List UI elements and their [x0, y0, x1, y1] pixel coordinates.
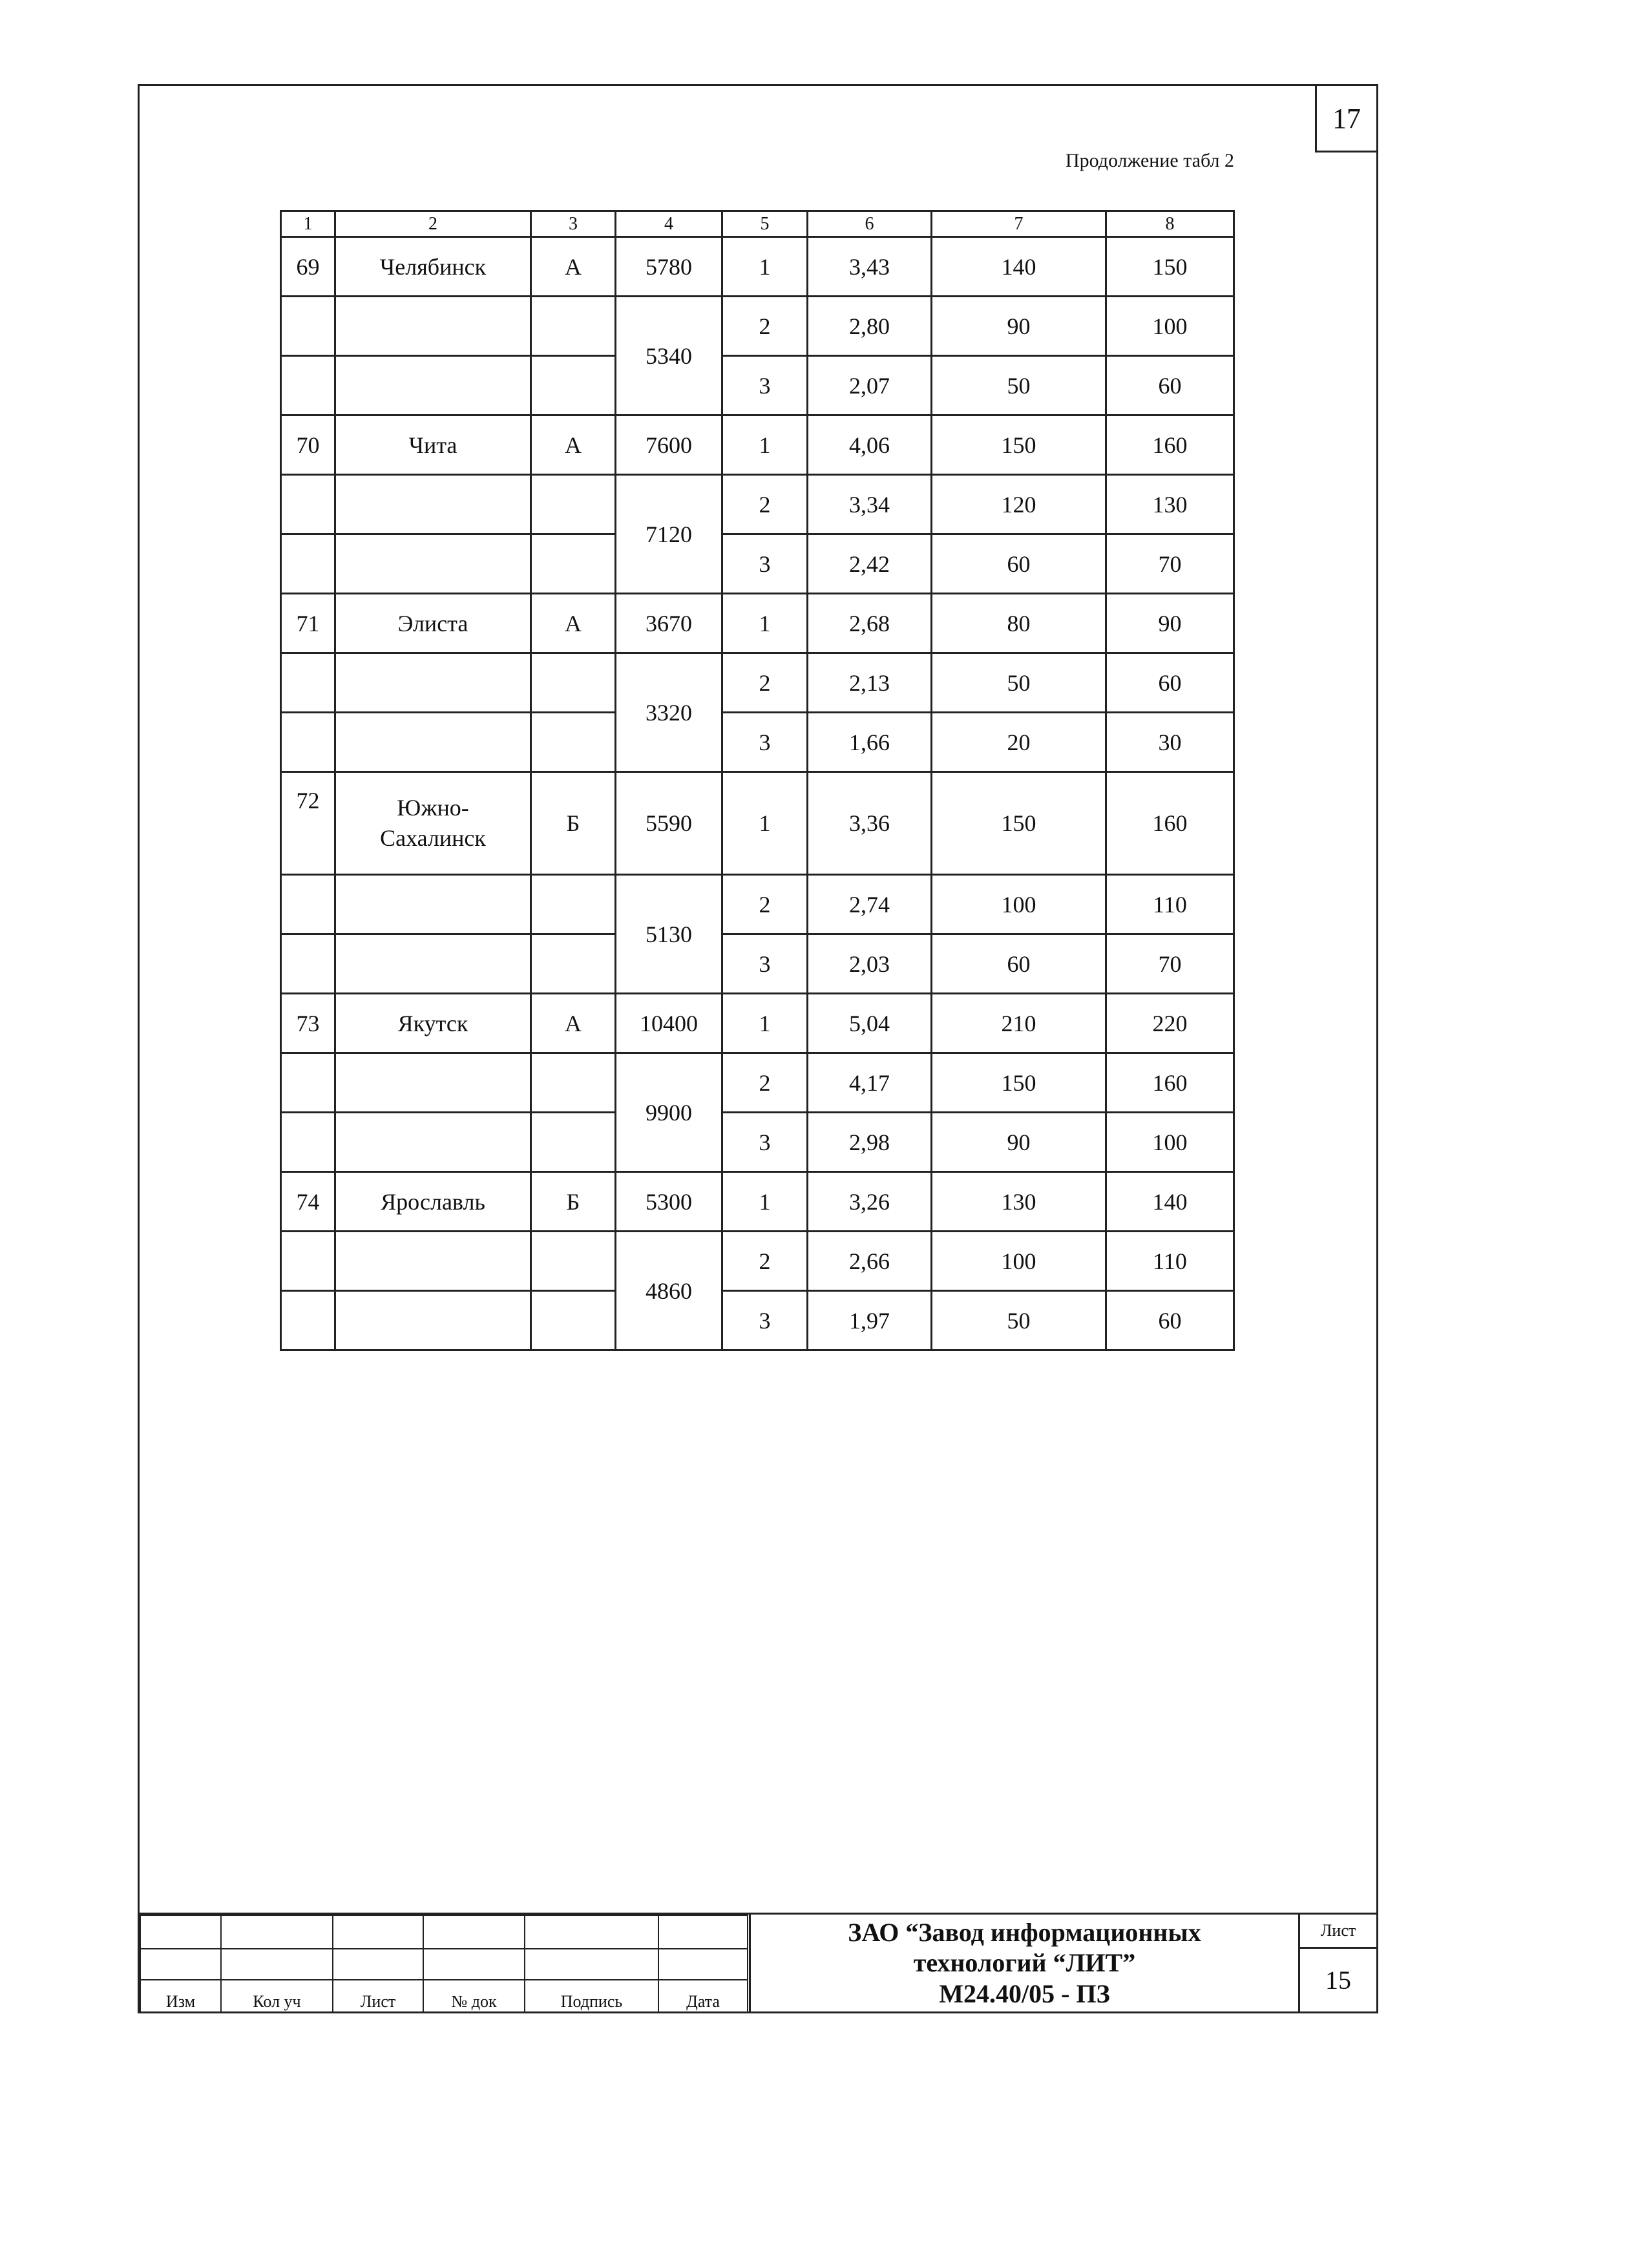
cell: 2,03	[808, 934, 932, 994]
cell: 90	[1106, 594, 1234, 653]
revision-row	[140, 1949, 748, 1980]
cell: 3,36	[808, 772, 932, 875]
cell: 70	[1106, 934, 1234, 994]
cell: 2,66	[808, 1232, 932, 1291]
col4-value: 5130	[616, 875, 722, 994]
organization-block	[749, 1915, 1298, 2011]
empty-cell	[335, 356, 531, 415]
cell: 2,13	[808, 653, 932, 713]
empty-cell	[281, 534, 335, 594]
empty-cell	[335, 1232, 531, 1291]
cell: 130	[932, 1172, 1106, 1232]
cell: 100	[1106, 1113, 1234, 1172]
table-row	[281, 237, 1234, 297]
cell: 60	[932, 534, 1106, 594]
cell: 2	[722, 1053, 808, 1113]
col4-value: 7600	[616, 415, 722, 475]
cell: 1,97	[808, 1291, 932, 1350]
cell: 70	[1106, 534, 1234, 594]
empty-cell	[281, 713, 335, 772]
empty-cell	[335, 1053, 531, 1113]
empty-cell	[281, 934, 335, 994]
cell: 90	[932, 1113, 1106, 1172]
cell: 60	[1106, 356, 1234, 415]
cell: 2,68	[808, 594, 932, 653]
table-row	[281, 594, 1234, 653]
organization-name-line2: технологий “ЛИТ”	[913, 1948, 1136, 1978]
cell: 2	[722, 875, 808, 934]
cell: 120	[932, 475, 1106, 534]
empty-cell	[335, 934, 531, 994]
cell: 3	[722, 713, 808, 772]
cell: 110	[1106, 1232, 1234, 1291]
empty-cell	[531, 1113, 616, 1172]
cell: 60	[932, 934, 1106, 994]
city-name	[335, 772, 531, 875]
cell: 1	[722, 994, 808, 1053]
cell: 3,34	[808, 475, 932, 534]
cell: 2,98	[808, 1113, 932, 1172]
table-row	[281, 772, 1234, 875]
empty-cell	[531, 297, 616, 356]
empty-cell	[531, 1232, 616, 1291]
header-cell: 8	[1106, 211, 1234, 237]
empty-cell	[333, 1915, 423, 1949]
cell: 3	[722, 534, 808, 594]
revision-grid	[140, 1915, 748, 2013]
cell: 150	[1106, 237, 1234, 297]
label-izm: Изм	[140, 1980, 221, 2012]
city-name: Элиста	[335, 594, 531, 653]
row-number: 73	[281, 994, 335, 1053]
data-table	[280, 210, 1235, 1351]
header-row	[281, 211, 1234, 237]
organization-name-line1: ЗАО “Завод информационных	[848, 1918, 1201, 1948]
table-row	[281, 1172, 1234, 1232]
city-name: Ярославль	[335, 1172, 531, 1232]
empty-cell	[281, 1232, 335, 1291]
title-block	[138, 1913, 1378, 2013]
label-date: Дата	[658, 1980, 748, 2012]
cell: 2	[722, 653, 808, 713]
city-name: Челябинск	[335, 237, 531, 297]
table-row	[281, 1053, 1234, 1113]
table-row	[281, 994, 1234, 1053]
empty-cell	[335, 534, 531, 594]
city-name-line: Сахалинск	[380, 825, 486, 851]
city-name: Чита	[335, 415, 531, 475]
table-row	[281, 297, 1234, 356]
cell: 3	[722, 356, 808, 415]
col4-value: 10400	[616, 994, 722, 1053]
cell: 30	[1106, 713, 1234, 772]
table-row	[281, 653, 1234, 713]
city-name: Якутск	[335, 994, 531, 1053]
cell: 1	[722, 237, 808, 297]
cell: 130	[1106, 475, 1234, 534]
header-cell: 4	[616, 211, 722, 237]
empty-cell	[531, 475, 616, 534]
empty-cell	[281, 1053, 335, 1113]
empty-cell	[281, 1291, 335, 1350]
cell: 160	[1106, 1053, 1234, 1113]
city-name-line: Южно-	[397, 795, 469, 821]
cell: 160	[1106, 415, 1234, 475]
cell: 150	[932, 415, 1106, 475]
revision-row	[140, 1915, 748, 1949]
empty-cell	[221, 1915, 333, 1949]
cell: 150	[932, 772, 1106, 875]
cell: 140	[1106, 1172, 1234, 1232]
cell: 100	[932, 875, 1106, 934]
zone: А	[531, 594, 616, 653]
empty-cell	[423, 1949, 525, 1980]
cell: 1	[722, 1172, 808, 1232]
row-number: 72	[281, 772, 335, 875]
cell: 60	[1106, 1291, 1234, 1350]
empty-cell	[333, 1949, 423, 1980]
col4-value: 3320	[616, 653, 722, 772]
empty-cell	[221, 1949, 333, 1980]
cell: 3	[722, 1291, 808, 1350]
header-cell: 6	[808, 211, 932, 237]
empty-cell	[281, 1113, 335, 1172]
header-cell: 7	[932, 211, 1106, 237]
cell: 4,17	[808, 1053, 932, 1113]
label-doc-num: № док	[423, 1980, 525, 2012]
cell: 20	[932, 713, 1106, 772]
zone: А	[531, 415, 616, 475]
empty-cell	[531, 875, 616, 934]
cell: 100	[1106, 297, 1234, 356]
cell: 50	[932, 356, 1106, 415]
cell: 2,80	[808, 297, 932, 356]
cell: 210	[932, 994, 1106, 1053]
zone: Б	[531, 772, 616, 875]
cell: 5,04	[808, 994, 932, 1053]
document-code: М24.40/05 - ПЗ	[939, 1979, 1110, 2008]
empty-cell	[140, 1915, 221, 1949]
cell: 1	[722, 594, 808, 653]
cell: 160	[1106, 772, 1234, 875]
empty-cell	[335, 1291, 531, 1350]
col4-value: 4860	[616, 1232, 722, 1350]
table-row	[281, 934, 1234, 994]
empty-cell	[281, 475, 335, 534]
empty-cell	[335, 475, 531, 534]
empty-cell	[281, 297, 335, 356]
cell: 100	[932, 1232, 1106, 1291]
empty-cell	[531, 934, 616, 994]
table-row	[281, 534, 1234, 594]
table-row	[281, 1232, 1234, 1291]
cell: 2,74	[808, 875, 932, 934]
zone: А	[531, 237, 616, 297]
cell: 150	[932, 1053, 1106, 1113]
empty-cell	[281, 875, 335, 934]
empty-cell	[335, 713, 531, 772]
col4-value: 3670	[616, 594, 722, 653]
col4-value: 5300	[616, 1172, 722, 1232]
empty-cell	[525, 1949, 658, 1980]
col4-value: 7120	[616, 475, 722, 594]
col4-value: 5340	[616, 297, 722, 415]
table-row	[281, 875, 1234, 934]
cell: 140	[932, 237, 1106, 297]
row-number: 70	[281, 415, 335, 475]
empty-cell	[531, 1053, 616, 1113]
label-kol-uch: Кол уч	[221, 1980, 333, 2012]
cell: 2,42	[808, 534, 932, 594]
cell: 90	[932, 297, 1106, 356]
label-signature: Подпись	[525, 1980, 658, 2012]
sheet-block	[1298, 1915, 1376, 2011]
header-cell: 2	[335, 211, 531, 237]
zone: А	[531, 994, 616, 1053]
cell: 1	[722, 772, 808, 875]
cell: 1	[722, 415, 808, 475]
header-cell: 5	[722, 211, 808, 237]
cell: 3	[722, 934, 808, 994]
empty-cell	[531, 653, 616, 713]
cell: 1,66	[808, 713, 932, 772]
sheet-label: Лист	[1300, 1915, 1376, 1949]
empty-cell	[281, 356, 335, 415]
cell: 3	[722, 1113, 808, 1172]
empty-cell	[140, 1949, 221, 1980]
empty-cell	[525, 1915, 658, 1949]
cell: 4,06	[808, 415, 932, 475]
sheet-number: 15	[1325, 1966, 1351, 1995]
cell: 3,26	[808, 1172, 932, 1232]
row-number: 69	[281, 237, 335, 297]
table-row	[281, 356, 1234, 415]
empty-cell	[658, 1949, 748, 1980]
row-number: 74	[281, 1172, 335, 1232]
empty-cell	[658, 1915, 748, 1949]
cell: 50	[932, 653, 1106, 713]
empty-cell	[531, 1291, 616, 1350]
zone: Б	[531, 1172, 616, 1232]
continuation-label: Продолжение табл 2	[1066, 150, 1234, 171]
revision-labels-row	[140, 1980, 748, 2012]
empty-cell	[335, 653, 531, 713]
label-list: Лист	[333, 1980, 423, 2012]
empty-cell	[531, 713, 616, 772]
header-cell: 3	[531, 211, 616, 237]
page-number: 17	[1315, 84, 1378, 152]
cell: 60	[1106, 653, 1234, 713]
table-row	[281, 713, 1234, 772]
table-row	[281, 1113, 1234, 1172]
col4-value: 5780	[616, 237, 722, 297]
cell: 50	[932, 1291, 1106, 1350]
empty-cell	[423, 1915, 525, 1949]
cell: 3,43	[808, 237, 932, 297]
cell: 2	[722, 475, 808, 534]
empty-cell	[335, 875, 531, 934]
empty-cell	[335, 297, 531, 356]
row-number: 71	[281, 594, 335, 653]
cell: 110	[1106, 875, 1234, 934]
empty-cell	[531, 534, 616, 594]
cell: 2	[722, 1232, 808, 1291]
empty-cell	[531, 356, 616, 415]
col4-value: 5590	[616, 772, 722, 875]
table-row	[281, 1291, 1234, 1350]
cell: 80	[932, 594, 1106, 653]
table-row	[281, 475, 1234, 534]
col4-value: 9900	[616, 1053, 722, 1172]
cell: 220	[1106, 994, 1234, 1053]
empty-cell	[335, 1113, 531, 1172]
header-cell: 1	[281, 211, 335, 237]
cell: 2	[722, 297, 808, 356]
table-row	[281, 415, 1234, 475]
empty-cell	[281, 653, 335, 713]
cell: 2,07	[808, 356, 932, 415]
